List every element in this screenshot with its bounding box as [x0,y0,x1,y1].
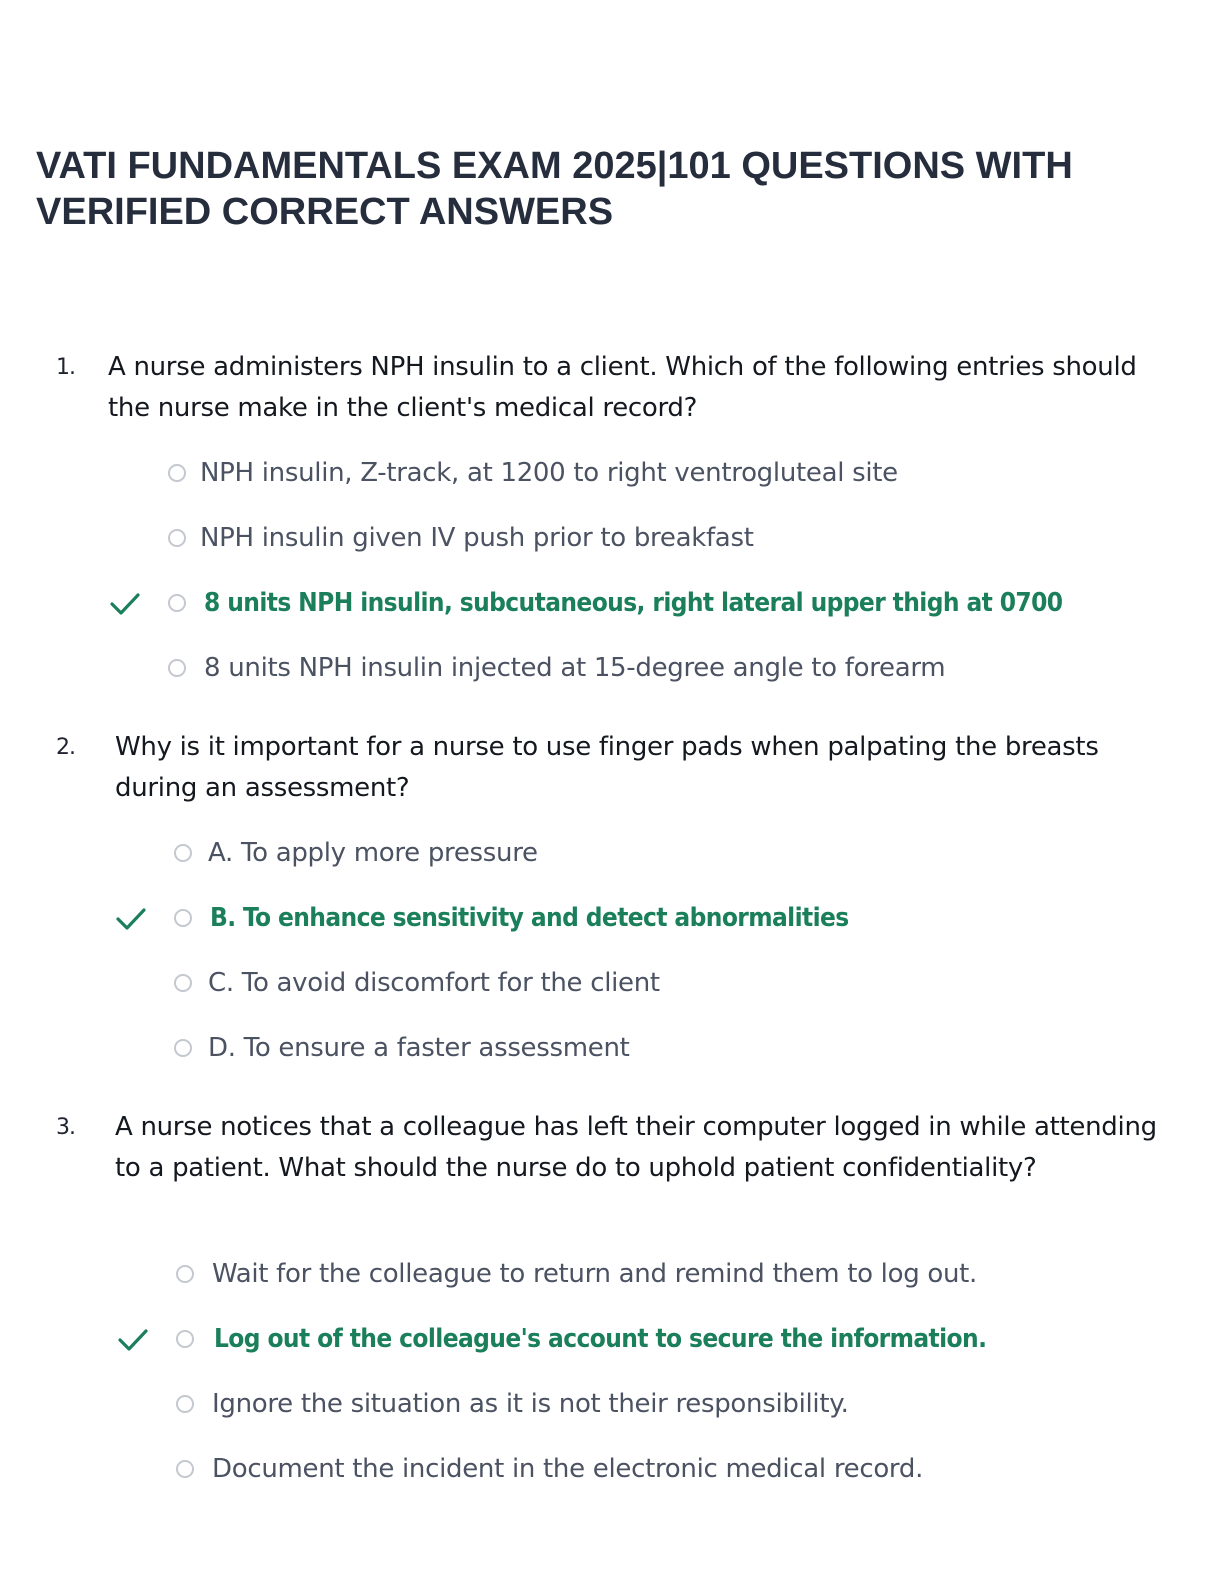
answer-option-label: A. To apply more pressure [208,838,538,868]
check-icon [118,1327,148,1353]
answer-option-correct[interactable] [0,585,1224,625]
answer-option-label: 8 units NPH insulin injected at 15-degree angle to forearm [204,653,946,683]
answer-option[interactable] [0,1030,1224,1070]
answer-option-label: Wait for the colleague to return and remind them to log out. [212,1259,978,1289]
radio-circle-icon[interactable] [168,529,186,547]
question-text: A nurse administers NPH insulin to a client. Which of the following entries should the nurse make in the client's medical record? [108,352,1137,423]
radio-circle-icon[interactable] [174,909,192,927]
document-title: VATI FUNDAMENTALS EXAM 2025|101 QUESTIONS WITH VERIFIED CORRECT ANSWERS [36,145,1073,233]
answer-option-label: NPH insulin, Z-track, at 1200 to right ventrogluteal site [200,458,898,488]
question-number: 2. [56,735,75,760]
answer-option[interactable] [0,650,1224,690]
answer-option-label: C. To avoid discomfort for the client [208,968,660,998]
answer-option-correct[interactable] [0,1321,1224,1361]
radio-circle-icon[interactable] [168,594,186,612]
radio-circle-icon[interactable] [174,844,192,862]
answer-option-label: 8 units NPH insulin, subcutaneous, right lateral upper thigh at 0700 [204,588,1063,618]
radio-circle-icon[interactable] [176,1395,194,1413]
question-number: 3. [56,1115,75,1140]
question-text: A nurse notices that a colleague has left their computer logged in while attending to a patient. What should the nurse do to uphold patient confidentiality? [115,1112,1157,1183]
radio-circle-icon[interactable] [168,659,186,677]
answer-option-label: NPH insulin given IV push prior to breakfast [200,523,754,553]
radio-circle-icon[interactable] [176,1330,194,1348]
answer-option[interactable] [0,455,1224,495]
answer-option[interactable] [0,520,1224,560]
check-icon [116,906,146,932]
check-icon [110,591,140,617]
radio-circle-icon[interactable] [168,464,186,482]
answer-option-label: Ignore the situation as it is not their responsibility. [212,1389,849,1419]
answer-option[interactable] [0,965,1224,1005]
answer-option-label: Log out of the colleague's account to secure the information. [214,1324,987,1354]
radio-circle-icon[interactable] [176,1460,194,1478]
question-text: Why is it important for a nurse to use finger pads when palpating the breasts during an assessment? [115,732,1099,803]
radio-circle-icon[interactable] [174,974,192,992]
answer-option-label: Document the incident in the electronic medical record. [212,1454,924,1484]
answer-option[interactable] [0,1386,1224,1426]
answer-option-label: D. To ensure a faster assessment [208,1033,630,1063]
answer-option[interactable] [0,835,1224,875]
answer-option[interactable] [0,1256,1224,1296]
radio-circle-icon[interactable] [174,1039,192,1057]
answer-option-correct[interactable] [0,900,1224,940]
answer-option-label: B. To enhance sensitivity and detect abnormalities [210,903,849,933]
answer-option[interactable] [0,1451,1224,1491]
radio-circle-icon[interactable] [176,1265,194,1283]
question-number: 1. [56,355,75,380]
